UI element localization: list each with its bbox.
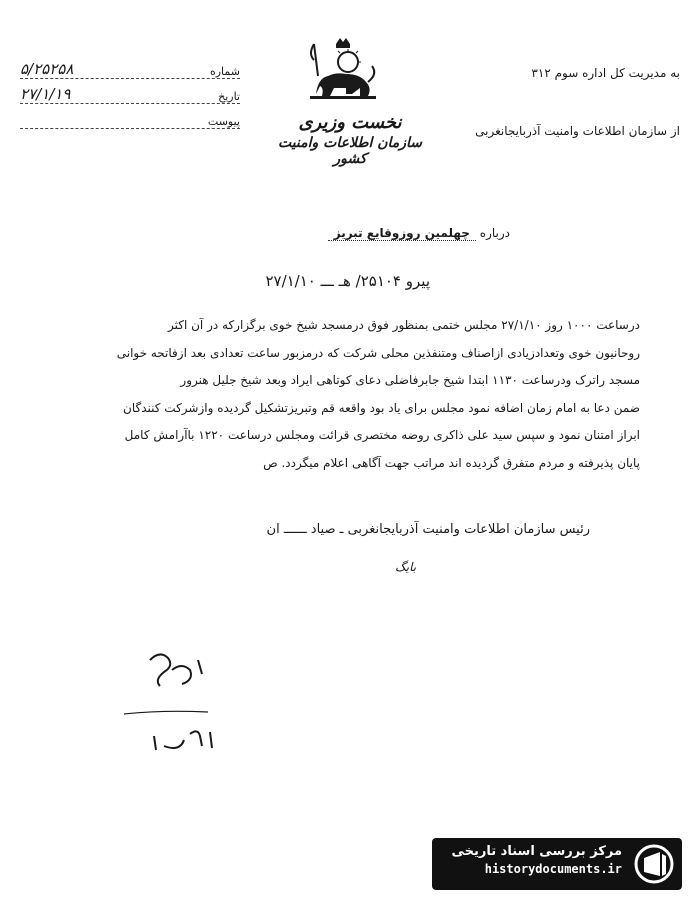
sender: از سازمان اطلاعات وامنیت آذربایجانغربی xyxy=(475,124,680,138)
body-line: پایان پذیرفته و مردم متفرق گردیده اند مراتب جهت آگاهی اعلام میگردد. ص xyxy=(263,455,640,470)
subject-value: چهلمین روزوقایع تبریز xyxy=(328,226,476,241)
attachment-row xyxy=(20,108,240,129)
body-line: روحانیون خوی وتعدادزیادی ازاصناف ومتنفذین محلی شرکت که درمزبور ساعت تعدادی بعد ازفاتحه خوانی xyxy=(116,345,640,360)
date-row xyxy=(20,83,240,104)
number-label: شماره xyxy=(209,65,240,78)
body-line: ابراز امتنان نمود و سپس سید علی ذاکری روضه مختصری قرائت ومجلس درساعت ۱۲۲۰ باآرامش کامل xyxy=(124,428,640,442)
number-value: ۵/۲۵۲۵۸ xyxy=(20,60,74,78)
archive-logo-icon xyxy=(634,844,674,884)
recipient: به مدیریت کل اداره سوم ۳۱۲ xyxy=(531,66,680,80)
letter-body xyxy=(60,312,640,477)
watermark-url: historydocuments.ir xyxy=(484,862,622,876)
margin-note: بایگ xyxy=(395,560,417,574)
document-meta xyxy=(20,58,240,133)
watermark-title: مرکز بررسی اسناد تاریخی xyxy=(451,844,622,859)
subject-label: درباره xyxy=(479,226,510,240)
ministry-name xyxy=(270,112,430,167)
handwritten-signature-icon xyxy=(120,640,240,760)
body-line: مسجد راترک ودرساعت ۱۱۳۰ ابتدا شیخ جابرفاضلی دعای کوتاهی ایراد وبعد شیخ جلیل هنرور xyxy=(180,373,640,387)
number-row xyxy=(20,58,240,79)
ministry-line1: نخست وزیری xyxy=(298,112,402,133)
date-label: تاریخ xyxy=(218,90,240,103)
lion-and-sun-emblem-icon xyxy=(306,38,380,102)
signature-line: رئیس سازمان اطلاعات وامنیت آذربایجانغربی ـ صیاد ــــــ ان xyxy=(266,522,590,537)
watermark-text xyxy=(452,844,623,876)
follow-up-reference: پیرو ۲۵۱۰۴/ هـ ـــ ۲۷/۱/۱۰ xyxy=(265,272,430,290)
watermark xyxy=(432,838,682,890)
subject-line xyxy=(328,226,510,240)
body-line: ضمن دعا به امام زمان اضافه نمود مجلس برای یاد بود واقعه قم وتبریزتشکیل گردیده وازشرکت کنندگان xyxy=(123,400,640,415)
ministry-line2: سازمان اطلاعات وامنیت کشور xyxy=(277,135,423,167)
body-line: درساعت ۱۰۰۰ روز ۲۷/۱/۱۰ مجلس ختمی بمنظور فوق درمسجد شیخ خوی برگزارکه در آن اکثر xyxy=(168,318,640,332)
date-value: ۲۷/۱/۱۹ xyxy=(20,85,71,103)
attachment-label: پیوست xyxy=(207,115,240,128)
